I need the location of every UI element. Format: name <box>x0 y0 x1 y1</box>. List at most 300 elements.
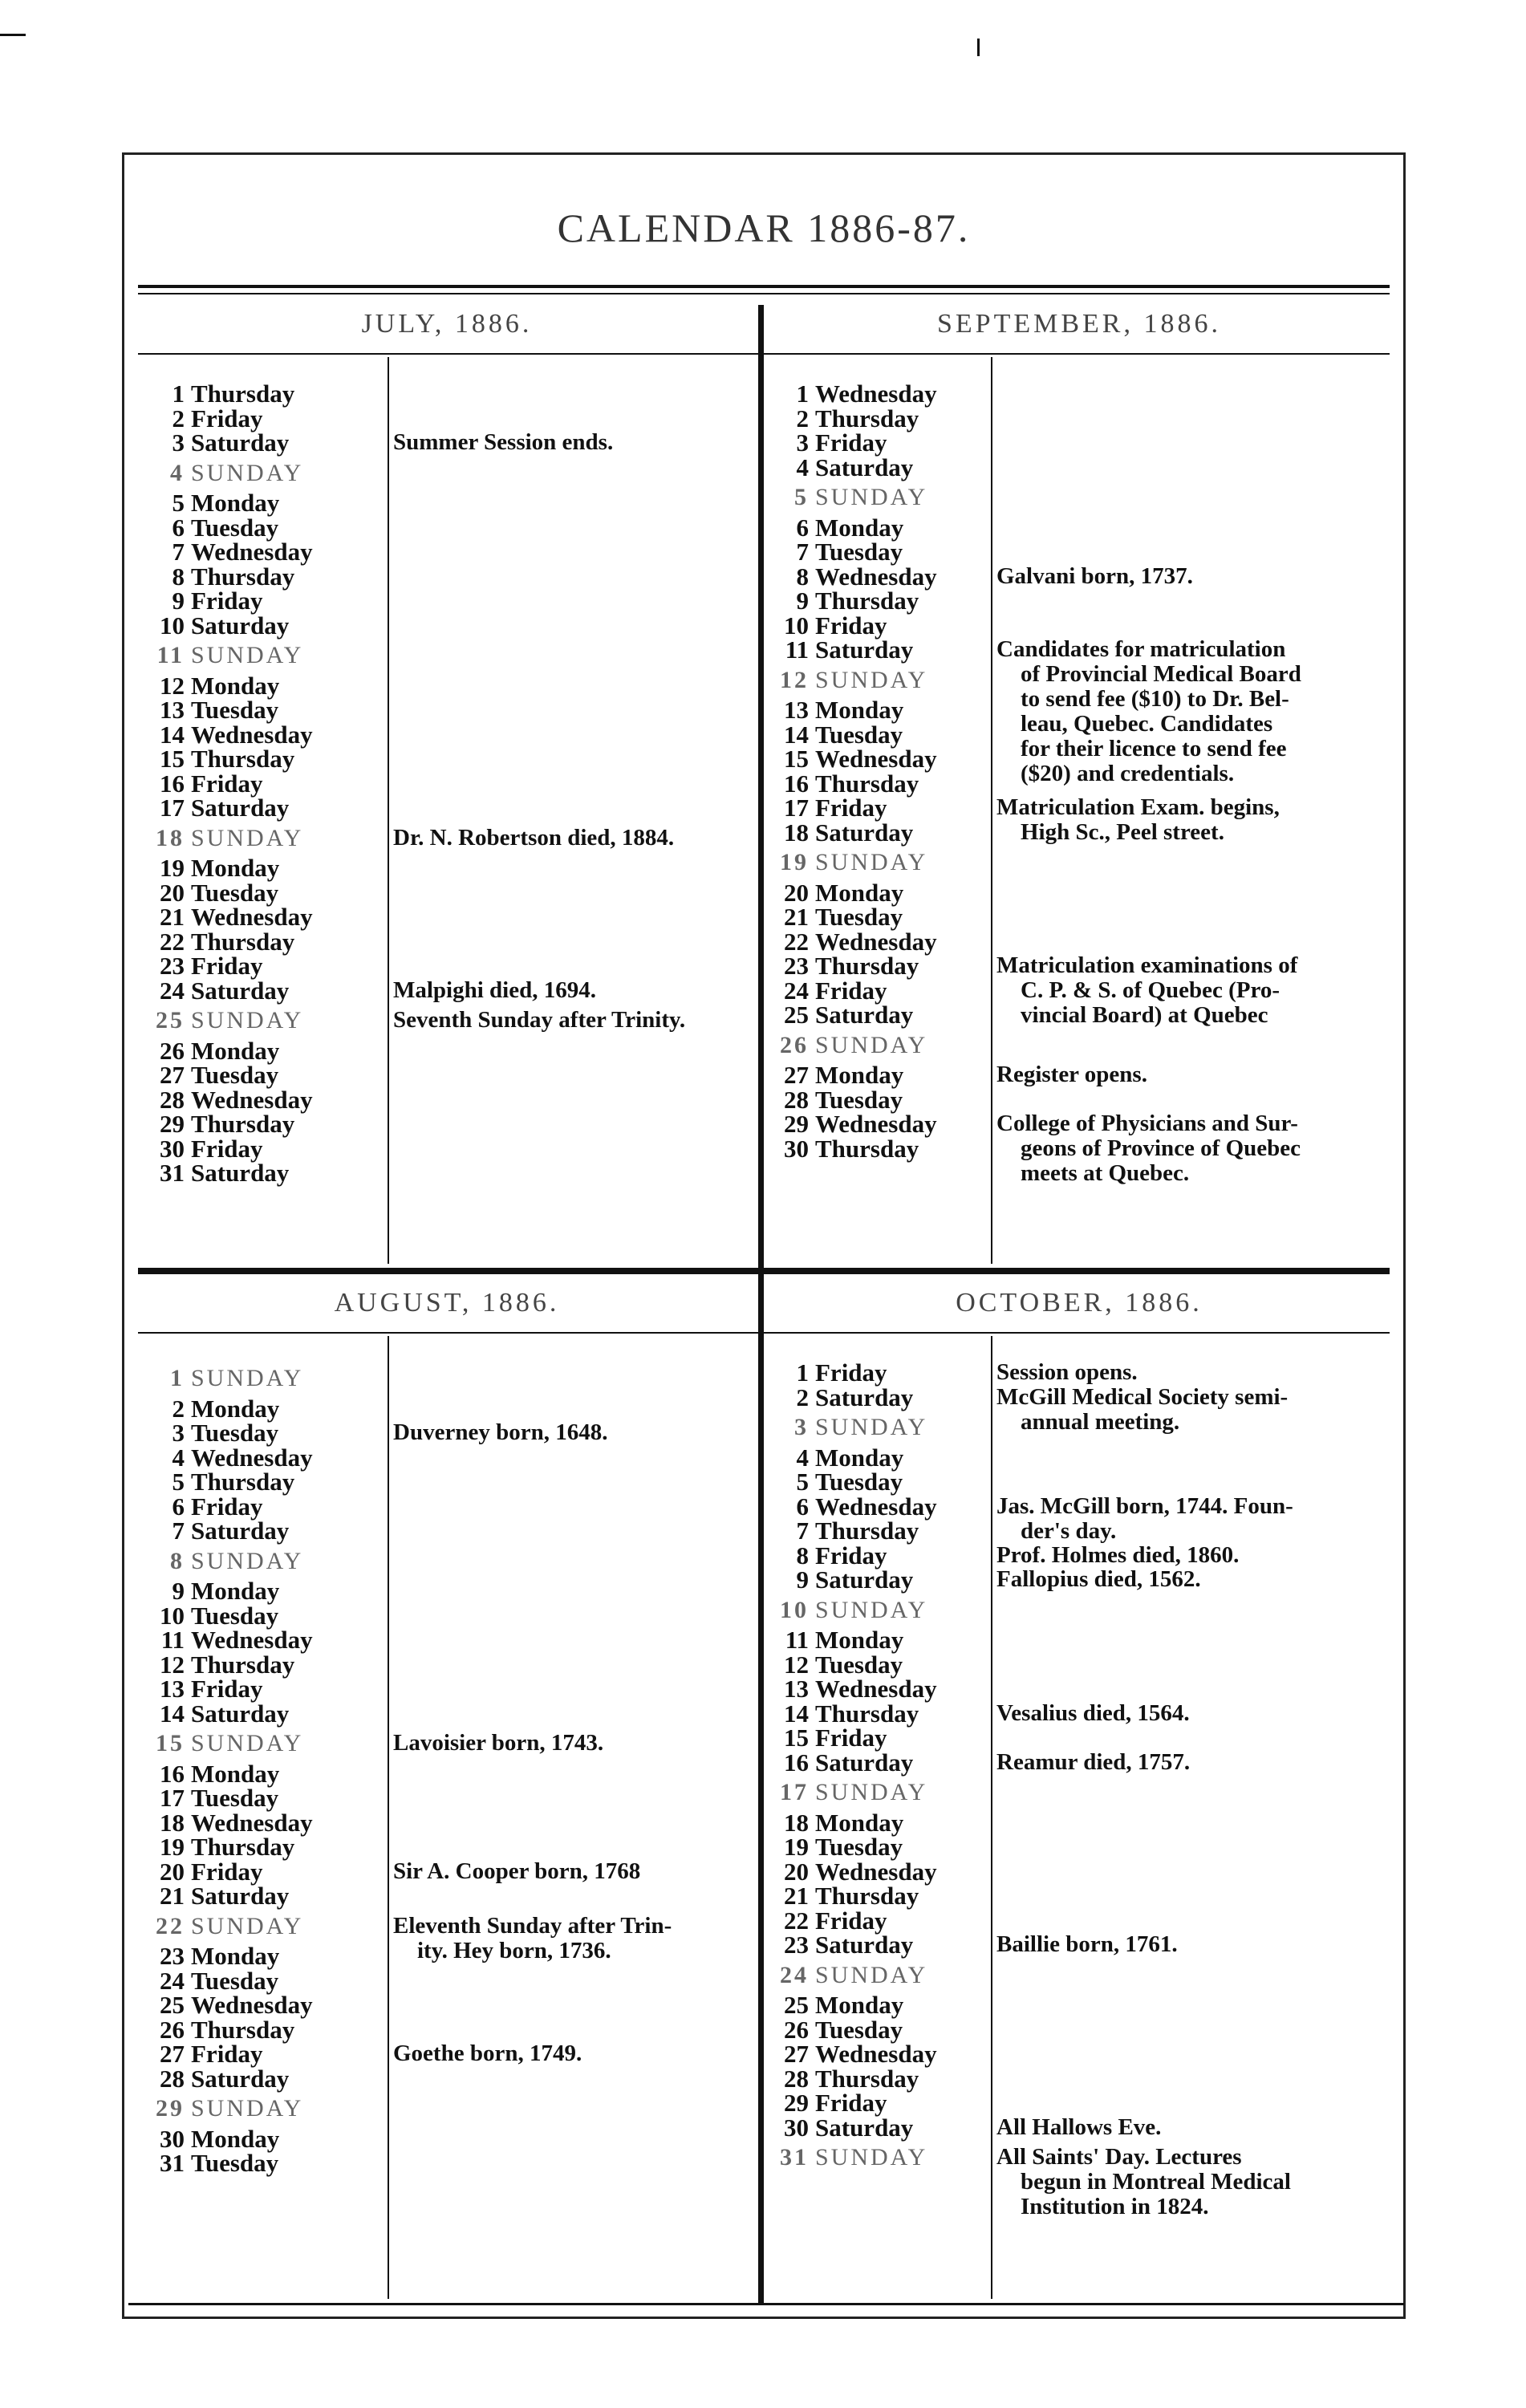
event-note <box>996 1111 1301 1186</box>
day-row <box>777 2090 887 2115</box>
day-name: Tuesday <box>815 720 903 749</box>
event-text: Sir A. Cooper born, 1768 <box>393 1858 641 1884</box>
day-name: Tuesday <box>191 1784 279 1812</box>
day-number: 11 <box>156 642 185 668</box>
day-number: 11 <box>785 636 809 664</box>
day-row <box>777 1033 927 1058</box>
day-name: Saturday <box>815 636 914 664</box>
day-name: Monday <box>191 1577 280 1605</box>
day-name: Wednesday <box>191 1443 313 1472</box>
month-header-august: AUGUST, 1886. <box>334 1288 560 1318</box>
event-note <box>996 564 1193 589</box>
day-name: SUNDAY <box>815 1414 928 1440</box>
day-name: Friday <box>815 976 887 1005</box>
day-row <box>152 1549 303 1574</box>
event-note <box>393 826 674 851</box>
day-number: 2 <box>796 1383 809 1411</box>
day-number: 3 <box>794 1414 809 1440</box>
title-rule <box>138 293 1390 294</box>
day-name: Tuesday <box>191 1061 279 1089</box>
day-number: 25 <box>156 1007 185 1033</box>
day-row <box>152 1160 289 1185</box>
day-row <box>152 880 278 905</box>
day-name: Monday <box>191 671 280 700</box>
day-row <box>152 588 263 613</box>
day-row <box>777 515 903 540</box>
day-number: 13 <box>784 1675 809 1703</box>
day-name: Monday <box>815 1626 904 1654</box>
event-text: annual meeting. <box>1021 1408 1180 1435</box>
day-row <box>777 1780 927 1805</box>
day-row <box>777 880 903 905</box>
day-row <box>152 1761 279 1786</box>
day-number: 22 <box>784 1906 809 1935</box>
day-number: 11 <box>785 1626 809 1654</box>
day-number: 27 <box>160 2040 185 2068</box>
day-number: 16 <box>160 769 185 798</box>
day-name: Tuesday <box>815 1468 903 1496</box>
day-name: Wednesday <box>191 1626 313 1654</box>
day-number: 26 <box>780 1031 809 1058</box>
event-text: Jas. McGill born, 1744. Foun- <box>996 1492 1293 1519</box>
day-row <box>152 1062 278 1087</box>
day-row <box>152 1136 263 1161</box>
day-row <box>777 1469 903 1494</box>
mid-rule <box>138 1268 1390 1274</box>
day-row <box>152 1859 263 1884</box>
day-row <box>152 771 263 796</box>
day-number: 30 <box>160 2124 185 2153</box>
day-name: Monday <box>815 1991 904 2019</box>
event-note <box>996 1701 1190 1726</box>
column-divider <box>388 357 389 1264</box>
day-number: 11 <box>160 1626 185 1654</box>
header-rule <box>138 353 1390 355</box>
day-row <box>777 1543 887 1568</box>
month-header-july: JULY, 1886. <box>361 309 533 339</box>
day-name: Monday <box>191 1036 280 1065</box>
day-row <box>152 1627 313 1652</box>
september-event-list <box>996 381 1398 1264</box>
day-row <box>777 1136 919 1161</box>
day-row <box>777 722 903 747</box>
column-divider <box>388 1336 389 2299</box>
month-header-september: SEPTEMBER, 1886. <box>937 309 1221 339</box>
title-rule <box>138 285 1390 288</box>
month-header-october: OCTOBER, 1886. <box>956 1288 1203 1318</box>
day-row <box>777 1002 913 1027</box>
day-row <box>777 771 919 796</box>
day-number: 28 <box>160 1085 185 1114</box>
day-row <box>777 1087 903 1112</box>
day-number: 16 <box>160 1759 185 1788</box>
day-row <box>152 1494 263 1519</box>
day-name: Wednesday <box>815 562 937 591</box>
day-number: 17 <box>784 794 809 822</box>
event-text: Vesalius died, 1564. <box>996 1699 1190 1726</box>
day-number: 12 <box>784 1650 809 1679</box>
day-row <box>777 455 913 480</box>
day-row <box>152 697 278 722</box>
day-row <box>152 1883 289 1908</box>
day-row <box>152 515 278 540</box>
day-number: 31 <box>160 2149 185 2177</box>
day-number: 19 <box>160 1833 185 1861</box>
day-name: Thursday <box>191 1650 295 1679</box>
day-number: 9 <box>796 587 809 615</box>
day-number: 31 <box>160 1159 185 1187</box>
day-row <box>152 1943 279 1968</box>
day-name: Monday <box>191 1942 280 1970</box>
day-row <box>777 1963 927 1988</box>
day-number: 25 <box>160 1991 185 2019</box>
day-name: Tuesday <box>815 2015 903 2044</box>
day-name: Wednesday <box>191 720 313 749</box>
day-name: Wednesday <box>815 2040 937 2068</box>
day-name: SUNDAY <box>815 1779 928 1805</box>
day-number: 21 <box>784 1882 809 1910</box>
day-number: 1 <box>796 1358 809 1387</box>
day-row <box>152 978 289 1003</box>
day-row <box>777 381 937 406</box>
day-number: 3 <box>796 428 809 457</box>
bottom-rule <box>128 2303 1404 2305</box>
day-row <box>152 430 289 455</box>
day-number: 27 <box>160 1061 185 1089</box>
day-number: 15 <box>160 745 185 773</box>
day-name: Thursday <box>815 1882 919 1910</box>
day-name: SUNDAY <box>191 1007 304 1033</box>
day-name: Wednesday <box>815 1857 937 1886</box>
day-row <box>152 564 294 589</box>
day-row <box>152 1810 313 1835</box>
day-row <box>152 1111 294 1136</box>
day-number: 9 <box>796 1565 809 1594</box>
event-text: der's day. <box>1021 1517 1117 1544</box>
day-row <box>777 406 919 431</box>
day-number: 6 <box>796 513 809 542</box>
event-text: Fallopius died, 1562. <box>996 1566 1201 1592</box>
day-row <box>152 461 303 485</box>
day-number: 22 <box>156 1912 185 1939</box>
day-number: 7 <box>172 538 185 566</box>
day-number: 18 <box>784 818 809 847</box>
day-number: 9 <box>172 587 185 615</box>
day-number: 17 <box>160 794 185 822</box>
day-row <box>777 978 887 1003</box>
center-divider <box>758 305 764 2303</box>
day-name: Thursday <box>815 2064 919 2093</box>
day-name: SUNDAY <box>815 2144 928 2170</box>
day-name: Tuesday <box>191 696 279 724</box>
day-number: 22 <box>784 927 809 956</box>
day-row <box>777 1567 913 1592</box>
event-text: Institution in 1824. <box>1021 2194 1209 2219</box>
day-number: 29 <box>156 2095 185 2122</box>
day-name: Thursday <box>815 1699 919 1728</box>
day-row <box>777 564 937 589</box>
day-name: Friday <box>191 1492 263 1521</box>
day-number: 4 <box>172 1443 185 1472</box>
august-day-list <box>152 1360 385 2291</box>
day-name: Monday <box>191 2124 280 2153</box>
day-row <box>777 1676 937 1701</box>
day-number: 5 <box>172 1468 185 1496</box>
day-row <box>152 1968 278 1993</box>
day-row <box>777 795 887 820</box>
day-number: 15 <box>784 745 809 773</box>
day-name: Wednesday <box>191 1991 313 2019</box>
day-row <box>152 643 303 668</box>
header-rule <box>138 1332 1390 1334</box>
day-name: SUNDAY <box>191 1365 304 1391</box>
event-text: Lavoisier born, 1743. <box>393 1730 604 1756</box>
day-name: Wednesday <box>191 538 313 566</box>
day-row <box>777 953 919 978</box>
day-name: Monday <box>815 1808 904 1837</box>
day-number: 16 <box>784 1748 809 1777</box>
day-number: 10 <box>160 1601 185 1630</box>
event-text: Register opens. <box>996 1062 1147 1087</box>
event-text: Prof. Holmes died, 1860. <box>996 1541 1240 1568</box>
day-name: Tuesday <box>191 2149 279 2177</box>
august-event-list <box>393 1360 754 2291</box>
event-text: Galvani born, 1737. <box>996 562 1193 589</box>
event-text: of Provincial Medical Board <box>1021 661 1301 687</box>
day-number: 31 <box>780 2144 809 2170</box>
day-number: 14 <box>160 720 185 749</box>
day-number: 19 <box>160 854 185 882</box>
day-row <box>777 430 887 455</box>
day-row <box>777 1445 903 1470</box>
day-row <box>152 1420 278 1445</box>
day-name: Saturday <box>815 1565 914 1594</box>
day-number: 6 <box>796 1492 809 1521</box>
event-text: Candidates for matriculation <box>996 636 1286 662</box>
day-row <box>152 1834 294 1859</box>
day-row <box>152 1603 278 1628</box>
day-row <box>777 1518 919 1543</box>
day-row <box>777 1598 927 1622</box>
day-row <box>152 613 289 638</box>
day-number: 23 <box>160 952 185 980</box>
day-number: 29 <box>160 1110 185 1138</box>
day-number: 14 <box>160 1699 185 1728</box>
day-name: Saturday <box>815 1001 914 1029</box>
event-note <box>393 1731 603 1756</box>
july-event-list <box>393 381 754 1264</box>
day-name: Wednesday <box>815 1110 937 1138</box>
day-name: Friday <box>815 1724 887 1752</box>
event-text: Summer Session ends. <box>393 429 614 455</box>
day-name: Tuesday <box>815 538 903 566</box>
event-text: Matriculation examinations of <box>996 952 1298 978</box>
day-row <box>152 1366 303 1391</box>
day-number: 7 <box>796 538 809 566</box>
day-name: Friday <box>815 611 887 640</box>
day-number: 8 <box>796 562 809 591</box>
day-row <box>777 1725 887 1750</box>
day-row <box>777 1992 903 2017</box>
event-note <box>996 637 1301 786</box>
day-name: Wednesday <box>815 380 937 408</box>
day-number: 24 <box>160 976 185 1005</box>
day-row <box>152 1008 303 1033</box>
day-row <box>777 929 937 954</box>
day-number: 4 <box>170 459 185 486</box>
day-name: SUNDAY <box>815 666 928 693</box>
day-number: 28 <box>784 2064 809 2093</box>
day-number: 10 <box>780 1596 809 1623</box>
day-row <box>777 2115 913 2140</box>
day-number: 6 <box>172 1492 185 1521</box>
event-text: Eleventh Sunday after Trin- <box>393 1912 672 1939</box>
day-name: Monday <box>815 513 904 542</box>
day-name: Friday <box>815 2089 887 2117</box>
day-name: Monday <box>191 854 280 882</box>
event-text: Session opens. <box>996 1359 1138 1385</box>
event-text: McGill Medical Society semi- <box>996 1383 1289 1410</box>
day-row <box>152 1038 279 1063</box>
day-name: SUNDAY <box>815 849 928 875</box>
day-number: 7 <box>796 1517 809 1545</box>
day-name: Thursday <box>815 587 919 615</box>
day-name: Saturday <box>191 428 290 457</box>
day-number: 18 <box>784 1808 809 1837</box>
day-row <box>777 1062 903 1087</box>
day-name: Thursday <box>191 2015 295 2044</box>
day-number: 30 <box>160 1134 185 1163</box>
day-name: Saturday <box>815 2113 914 2142</box>
day-name: Thursday <box>815 1134 919 1163</box>
event-text: geons of Province of Quebec <box>1021 1135 1301 1161</box>
day-number: 13 <box>784 696 809 724</box>
day-row <box>152 490 279 515</box>
event-text: to send fee ($10) to Dr. Bel- <box>1021 686 1289 712</box>
event-note <box>996 1567 1201 1592</box>
day-row <box>152 1578 279 1603</box>
day-number: 20 <box>160 878 185 907</box>
day-name: Thursday <box>191 562 295 591</box>
day-row <box>777 850 927 875</box>
day-number: 2 <box>172 404 185 432</box>
day-row <box>777 904 903 929</box>
day-number: 15 <box>156 1730 185 1756</box>
day-row <box>777 588 919 613</box>
day-row <box>152 1518 289 1543</box>
day-name: Monday <box>191 1759 280 1788</box>
event-text: begun in Montreal Medical <box>1021 2169 1291 2195</box>
day-number: 20 <box>160 1857 185 1886</box>
event-note <box>996 2145 1291 2219</box>
event-note <box>996 795 1280 845</box>
event-note <box>996 2115 1161 2140</box>
day-row <box>152 1445 313 1470</box>
day-number: 14 <box>784 720 809 749</box>
day-row <box>152 2126 279 2151</box>
day-row <box>777 1385 913 1410</box>
day-row <box>777 2041 937 2066</box>
day-row <box>777 2145 927 2170</box>
day-number: 23 <box>160 1942 185 1970</box>
day-name: Thursday <box>191 1468 295 1496</box>
day-number: 24 <box>780 1961 809 1988</box>
day-row <box>777 1810 903 1835</box>
day-row <box>152 722 313 747</box>
day-number: 22 <box>160 927 185 956</box>
day-number: 21 <box>160 903 185 931</box>
day-number: 15 <box>784 1724 809 1752</box>
event-note <box>996 953 1297 1028</box>
day-name: Saturday <box>191 1517 290 1545</box>
event-text: Dr. N. Robertson died, 1884. <box>393 824 675 851</box>
day-name: Saturday <box>191 794 290 822</box>
day-name: SUNDAY <box>815 484 928 510</box>
day-name: SUNDAY <box>191 1730 304 1756</box>
day-row <box>152 2066 289 2091</box>
day-row <box>152 2150 278 2175</box>
event-text: leau, Quebec. Candidates <box>1021 711 1273 737</box>
day-number: 3 <box>172 1419 185 1447</box>
day-name: SUNDAY <box>191 459 304 486</box>
day-number: 25 <box>784 1001 809 1029</box>
day-name: SUNDAY <box>815 1031 928 1058</box>
day-row <box>152 855 279 880</box>
day-row <box>777 697 903 722</box>
scan-mark <box>0 34 26 36</box>
day-name: SUNDAY <box>191 1912 304 1939</box>
day-row <box>152 539 313 564</box>
event-text: Reamur died, 1757. <box>996 1748 1191 1775</box>
day-name: Wednesday <box>815 927 937 956</box>
event-note <box>996 1062 1147 1087</box>
day-name: SUNDAY <box>191 2095 304 2122</box>
day-name: SUNDAY <box>191 1547 304 1574</box>
july-day-list <box>152 381 385 1264</box>
day-number: 25 <box>784 1991 809 2019</box>
day-name: Thursday <box>191 1833 295 1861</box>
day-name: Saturday <box>191 976 290 1005</box>
day-number: 12 <box>780 666 809 693</box>
day-number: 4 <box>796 1443 809 1472</box>
day-row <box>152 673 279 698</box>
day-row <box>777 1415 927 1440</box>
day-number: 3 <box>172 428 185 457</box>
day-number: 12 <box>160 1650 185 1679</box>
day-name: Tuesday <box>815 903 903 931</box>
day-number: 10 <box>784 611 809 640</box>
day-number: 29 <box>784 2089 809 2117</box>
day-number: 30 <box>784 1134 809 1163</box>
day-row <box>777 1627 903 1652</box>
day-number: 28 <box>784 1085 809 1114</box>
day-name: Monday <box>815 1443 904 1472</box>
day-name: Friday <box>191 952 263 980</box>
day-number: 6 <box>172 513 185 542</box>
day-row <box>777 1494 937 1519</box>
day-name: Tuesday <box>815 1085 903 1114</box>
day-name: Saturday <box>815 1748 914 1777</box>
day-row <box>152 1396 279 1421</box>
event-text: High Sc., Peel street. <box>1021 819 1224 845</box>
day-name: Tuesday <box>815 1650 903 1679</box>
day-name: SUNDAY <box>815 1961 928 1988</box>
event-note <box>393 1420 607 1445</box>
day-number: 30 <box>784 2113 809 2142</box>
day-name: Wednesday <box>815 1492 937 1521</box>
day-name: Friday <box>815 794 887 822</box>
day-name: Saturday <box>191 1699 290 1728</box>
